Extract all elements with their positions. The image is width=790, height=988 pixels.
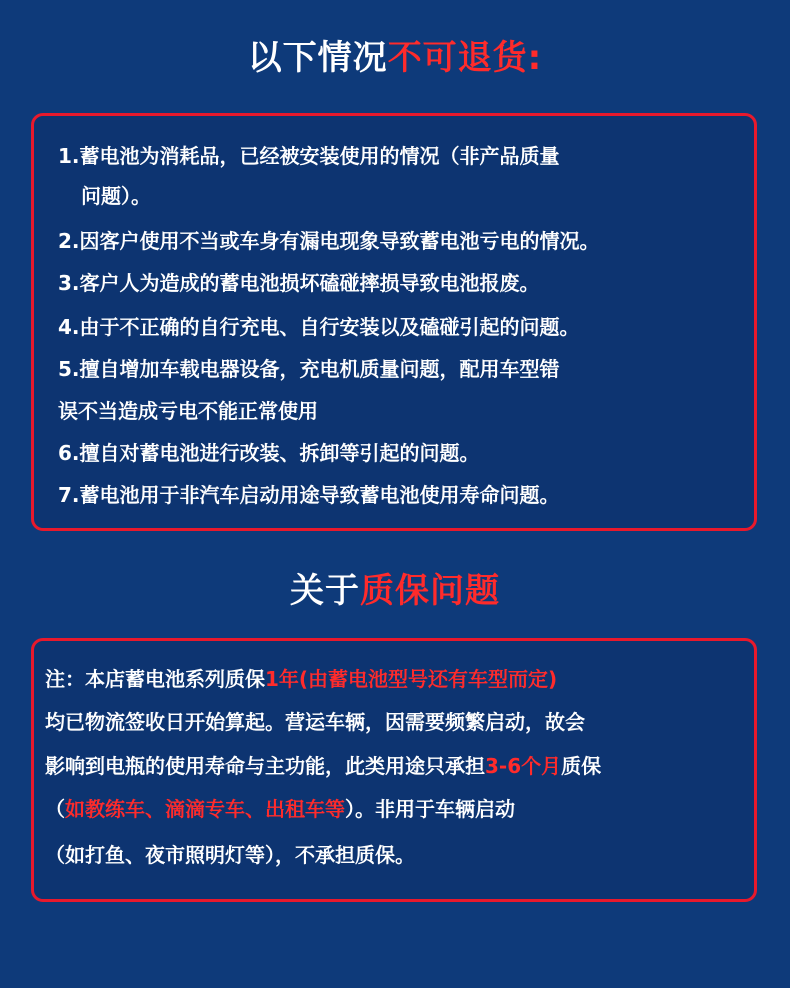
warranty-line bbox=[45, 664, 557, 694]
warranty-text: ）。非用于车辆启动 bbox=[345, 797, 515, 821]
heading-text: 关于 bbox=[290, 571, 360, 611]
heading-text: 以下情况 bbox=[247, 38, 388, 78]
vehicle-types-highlight: 如教练车、滴滴专车、出租车等 bbox=[65, 797, 345, 821]
warranty-line: 均已物流签收日开始算起。营运车辆，因需要频繁启动，故会 bbox=[45, 710, 585, 734]
condition-line: 问题）。 bbox=[81, 184, 151, 208]
warranty-period-highlight: 3-6个月 bbox=[485, 754, 562, 778]
warranty-text: 质保 bbox=[561, 754, 602, 778]
no-return-conditions-box bbox=[31, 113, 757, 531]
warranty-text: 影响到电瓶的使用寿命与主功能，此类用途只承担 bbox=[45, 754, 485, 778]
warranty-line bbox=[45, 751, 601, 781]
warranty-text: 注：本店蓄电池系列质保 bbox=[45, 667, 265, 691]
heading-highlight: 质保问题 bbox=[360, 571, 500, 611]
warranty-info-box bbox=[31, 638, 757, 902]
condition-line: 3.客户人为造成的蓄电池损坏磕碰摔损导致电池报废。 bbox=[58, 271, 540, 295]
condition-line: 2.因客户使用不当或车身有漏电现象导致蓄电池亏电的情况。 bbox=[58, 229, 600, 253]
warranty-line bbox=[45, 794, 515, 824]
condition-line: 7.蓄电池用于非汽车启动用途导致蓄电池使用寿命问题。 bbox=[58, 483, 560, 507]
warranty-text: （ bbox=[45, 797, 65, 821]
condition-line: 4.由于不正确的自行充电、自行安装以及磕碰引起的问题。 bbox=[58, 315, 580, 339]
no-return-heading bbox=[0, 30, 790, 79]
condition-line: 6.擅自对蓄电池进行改装、拆卸等引起的问题。 bbox=[58, 441, 480, 465]
heading-highlight: 不可退货: bbox=[387, 38, 543, 78]
condition-line: 误不当造成亏电不能正常使用 bbox=[58, 399, 318, 423]
warranty-heading bbox=[0, 563, 790, 612]
condition-line: 1.蓄电池为消耗品，已经被安装使用的情况（非产品质量 bbox=[58, 144, 560, 168]
condition-line: 5.擅自增加车载电器设备，充电机质量问题，配用车型错 bbox=[58, 357, 560, 381]
warranty-line: （如打鱼、夜市照明灯等），不承担质保。 bbox=[45, 843, 415, 867]
warranty-period-highlight: 1年(由蓄电池型号还有车型而定) bbox=[265, 667, 558, 691]
